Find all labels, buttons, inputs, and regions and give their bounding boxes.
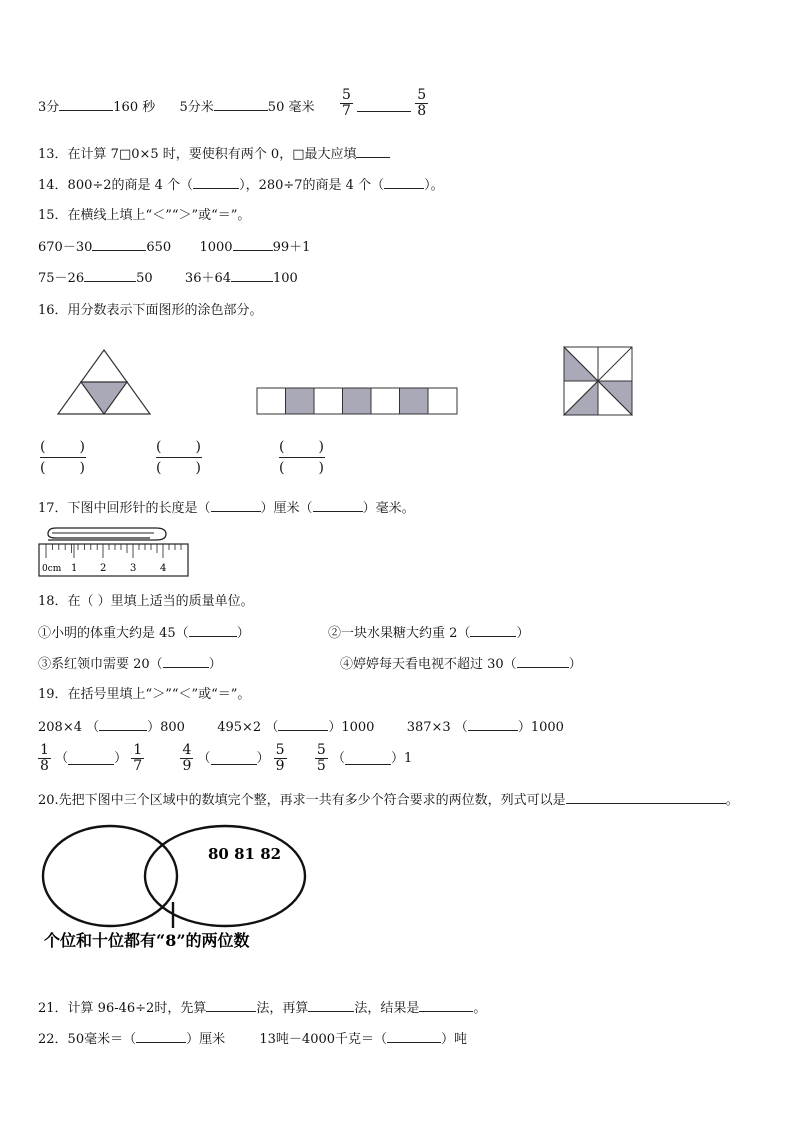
q21-blank-2[interactable] [308, 999, 354, 1012]
venn-right-ellipse [145, 826, 305, 926]
ruler-label-1: 1 [71, 563, 78, 574]
q19-e1: 208×4 （ [38, 720, 100, 735]
ruler-label-3: 3 [130, 563, 137, 574]
q15-row-2 [38, 269, 298, 288]
q17-p2: ）厘米（ [260, 501, 313, 516]
q12-b2: 50 毫米 [267, 100, 315, 115]
q18-item-1 [38, 624, 250, 643]
q19-blank-1[interactable] [99, 718, 147, 731]
ruler-label-0: 0cm [42, 564, 62, 574]
q22-blank-1[interactable] [136, 1030, 186, 1043]
q15-r2b: 50 [136, 271, 153, 286]
q18-i3: ③系红领巾需要 20（ [38, 657, 163, 672]
q21-blank-1[interactable] [206, 999, 256, 1012]
q15-r1b: 650 [146, 240, 172, 255]
q21-p3: 法，结果是 [354, 1001, 420, 1016]
q21-p4: 。 [473, 1001, 487, 1016]
q18-close-2: ） [516, 626, 530, 641]
venn-left-ellipse [43, 826, 177, 926]
q12-line [38, 98, 314, 117]
q12-blank-3[interactable] [357, 99, 411, 112]
q18-i2: ②一块水果糖大约重 2（ [328, 626, 471, 641]
triangle-figure [56, 348, 152, 418]
q18-close-3: ） [208, 657, 222, 672]
q13-blank[interactable] [356, 145, 390, 158]
fraction-5-8: $\frac{5}{8}$ [417, 87, 427, 119]
q18-i4: ④婷婷每天看电视不超过 30（ [340, 657, 517, 672]
q21-line [38, 999, 486, 1018]
q18-item-2 [328, 624, 529, 643]
q12-fraction-compare [340, 88, 428, 119]
q14-line [38, 176, 444, 195]
q15-title: 15．在横线上填上“＜”“＞”或“＝”。 [38, 208, 251, 223]
square-figure [563, 346, 633, 416]
strip-figure [256, 387, 460, 415]
q22-p1: 22．50毫米＝（ [38, 1032, 137, 1047]
q19-blank-4[interactable] [68, 752, 114, 765]
fraction-5-7: $\frac{5}{7}$ [342, 87, 351, 119]
q18-close-4: ） [568, 657, 582, 672]
fraction-5-9: $\frac{5}{9}$ [275, 742, 285, 774]
q22-p3: 13吨－4000千克＝（ [259, 1032, 388, 1047]
q14-p3: ）。 [424, 178, 444, 193]
q22-line [38, 1030, 467, 1049]
q12-a2: 160 秒 [113, 100, 156, 115]
q12-a1: 3分 [38, 100, 60, 115]
q19-blank-3[interactable] [468, 718, 518, 731]
q19-row-1 [38, 718, 564, 737]
q15-r2a: 75－26 [38, 271, 85, 286]
q19-e3: 387×3 （ [406, 720, 468, 735]
ruler-label-4: 4 [160, 563, 167, 574]
venn-diagram [40, 822, 310, 956]
q15-r1a: 670－30 [38, 240, 93, 255]
q14-p1: 14．800÷2的商是 4 个（ [38, 178, 194, 193]
q18-title: 18．在（ ）里填上适当的质量单位。 [38, 594, 254, 609]
q21-p1: 21．计算 96-46÷2时，先算 [38, 1001, 207, 1016]
q19-blank-5[interactable] [211, 752, 257, 765]
q19-e1r: ）800 [147, 720, 185, 735]
q22-blank-2[interactable] [387, 1030, 441, 1043]
venn-caption: 个位和十位都有“8”的两位数 [44, 931, 250, 950]
q19-e2r: ）1000 [328, 720, 375, 735]
q17-blank-2[interactable] [313, 499, 363, 512]
fraction-1-7: $\frac{1}{7}$ [133, 742, 143, 774]
q19-row-2: $\frac{1}{8}$ （ ） $\frac{1}{7}$ $\frac{4}{9}$ （ ） $\frac{5}{9}$ $\frac{5}{5}$ （ ）1 [40, 742, 413, 774]
q18-blank-2[interactable] [470, 624, 516, 637]
venn-numbers: 80 81 82 [208, 845, 282, 863]
q18-item-3 [38, 655, 222, 674]
q15-r1d: 99＋1 [272, 240, 311, 255]
q14-blank-1[interactable] [193, 176, 239, 189]
q16-answer-2[interactable]: ( ) ( ) [156, 439, 201, 476]
q21-blank-3[interactable] [419, 999, 473, 1012]
q19-e2: 495×2 （ [217, 720, 279, 735]
q12-blank-2[interactable] [214, 98, 268, 111]
q13-line [38, 145, 390, 164]
q15-blank-3[interactable] [84, 269, 136, 282]
q20-line [38, 791, 739, 810]
q18-item-4 [340, 655, 582, 674]
q22-p2: ）厘米 [186, 1032, 226, 1047]
ruler-label-2: 2 [100, 563, 107, 574]
q19-blank-2[interactable] [278, 718, 328, 731]
q14-p2: ），280÷7的商是 4 个（ [239, 178, 385, 193]
q17-p1: 17．下图中回形针的长度是（ [38, 501, 211, 516]
q19-title: 19．在括号里填上“＞”“＜”或“＝”。 [38, 687, 251, 702]
q16-answer-3[interactable]: ( ) ( ) [279, 439, 324, 476]
fraction-5-5: $\frac{5}{5}$ [316, 742, 326, 774]
q18-blank-3[interactable] [163, 655, 209, 668]
q17-line [38, 499, 415, 518]
q12-blank-1[interactable] [59, 98, 113, 111]
q20-text: 20.先把下图中三个区域中的数填完个整，再求一共有多少个符合要求的两位数，列式可以是 [38, 793, 566, 808]
q18-close-1: ） [236, 626, 250, 641]
q19-one: 1 [403, 751, 413, 766]
q20-blank[interactable] [566, 791, 726, 804]
q15-row-1 [38, 238, 310, 257]
q18-blank-1[interactable] [189, 624, 237, 637]
q21-p2: 法，再算 [256, 1001, 309, 1016]
q13-text: 13．在计算 7□0×5 时，要使积有两个 0，□最大应填 [38, 147, 357, 162]
q15-blank-4[interactable] [231, 269, 273, 282]
ruler-with-paperclip [38, 526, 190, 578]
q16-title: 16．用分数表示下面图形的涂色部分。 [38, 303, 263, 318]
q17-p3: ）毫米。 [362, 501, 415, 516]
q15-blank-1[interactable] [92, 238, 146, 251]
q15-r2d: 100 [273, 271, 298, 286]
q12-b1: 5分米 [179, 100, 214, 115]
q22-p4: ）吨 [441, 1032, 468, 1047]
q16-answer-1[interactable]: ( ) ( ) [40, 439, 85, 476]
q18-blank-4[interactable] [517, 655, 569, 668]
q15-r1c: 1000 [199, 240, 233, 255]
q15-r2c: 36＋64 [184, 271, 232, 286]
fraction-1-8: $\frac{1}{8}$ [40, 742, 49, 774]
fraction-4-9: $\frac{4}{9}$ [182, 742, 192, 774]
q18-i1: ①小明的体重大约是 45（ [38, 626, 189, 641]
q20-end: 。 [725, 793, 739, 808]
q19-blank-6[interactable] [345, 752, 391, 765]
q19-e3r: ）1000 [517, 720, 564, 735]
q17-blank-1[interactable] [211, 499, 261, 512]
q14-blank-2[interactable] [384, 176, 424, 189]
q15-blank-2[interactable] [233, 238, 273, 251]
